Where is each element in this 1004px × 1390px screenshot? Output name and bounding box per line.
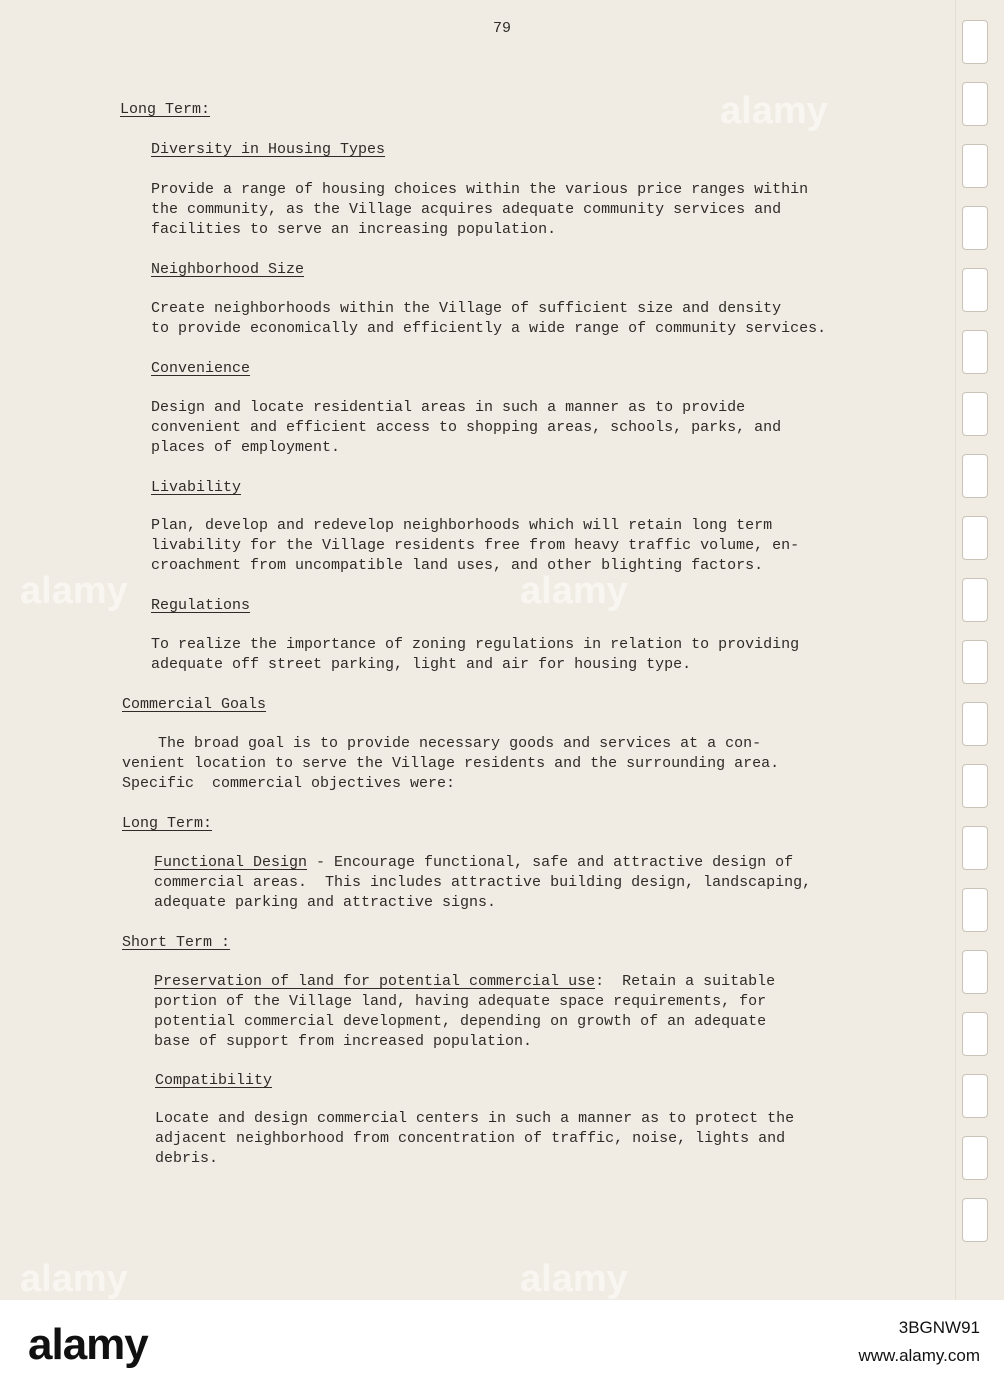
watermark-logo: alamy [520, 570, 628, 612]
paragraph-line: places of employment. [151, 439, 341, 456]
subheading-livability: Livability [151, 479, 242, 496]
paragraph-line: Design and locate residential areas in such a manner as to provide [151, 399, 746, 416]
paragraph-line [154, 853, 793, 873]
footer-bar [0, 1300, 1004, 1390]
binder-tab [962, 516, 988, 560]
binder-tab [962, 888, 988, 932]
subheading-diversity: Diversity in Housing Types [151, 141, 386, 158]
paragraph-line: Create neighborhoods within the Village of sufficient size and density [151, 300, 782, 317]
binder-tab [962, 206, 988, 250]
binder-tab [962, 330, 988, 374]
paragraph-line: commercial areas. This includes attractive building design, landscaping, [154, 874, 812, 891]
inline-title-functional-design: Functional Design [154, 854, 308, 871]
paragraph-line [154, 972, 775, 992]
paragraph-line: croachment from uncompatible land uses, and other blighting factors. [151, 557, 764, 574]
binder-tab [962, 268, 988, 312]
section-heading-commercial-goals: Commercial Goals [122, 696, 267, 713]
paragraph-line: debris. [155, 1150, 219, 1167]
binder-tab [962, 1012, 988, 1056]
paragraph-text: : Retain a suitable [595, 973, 776, 990]
binder-tab [962, 82, 988, 126]
binder-tab [962, 144, 988, 188]
paragraph-line: venient location to serve the Village residents and the surrounding area. [122, 755, 780, 772]
binder-tab [962, 578, 988, 622]
binder-tab [962, 764, 988, 808]
paragraph-line: Provide a range of housing choices within the various price ranges within [151, 181, 809, 198]
binder-tab [962, 392, 988, 436]
paragraph-line: adequate parking and attractive signs. [154, 894, 497, 911]
subheading-regulations: Regulations [151, 597, 251, 614]
inline-title-preservation: Preservation of land for potential commercial use [154, 973, 596, 990]
subheading-convenience: Convenience [151, 360, 251, 377]
footer-logo: alamy [28, 1320, 148, 1369]
subheading-neighborhood-size: Neighborhood Size [151, 261, 305, 278]
paragraph-line: portion of the Village land, having adequate space requirements, for [154, 993, 767, 1010]
section-heading-long-term: Long Term: [122, 815, 213, 832]
paragraph-line: facilities to serve an increasing population. [151, 221, 557, 238]
binder-tab [962, 640, 988, 684]
paragraph-line: To realize the importance of zoning regulations in relation to providing [151, 636, 800, 653]
watermark-logo: alamy [20, 570, 128, 612]
binder-tab [962, 454, 988, 498]
binder-tab [962, 702, 988, 746]
section-heading-long-term: Long Term: [120, 101, 211, 118]
footer-url[interactable]: www.alamy.com [858, 1346, 980, 1365]
paragraph-line: Locate and design commercial centers in such a manner as to protect the [155, 1110, 795, 1127]
paragraph-line: adequate off street parking, light and air for housing type. [151, 656, 692, 673]
paragraph-line: Specific commercial objectives were: [122, 775, 456, 792]
paragraph-line: potential commercial development, depending on growth of an adequate [154, 1013, 767, 1030]
binder-tab [962, 1198, 988, 1242]
page-number: 79 [492, 20, 511, 37]
watermark-logo: alamy [520, 1258, 628, 1300]
paragraph-line: adjacent neighborhood from concentration of traffic, noise, lights and [155, 1130, 786, 1147]
paragraph-line: the community, as the Village acquires adequate community services and [151, 201, 782, 218]
paragraph-line: livability for the Village residents free from heavy traffic volume, en- [151, 537, 800, 554]
image-id: 3BGNW91 [898, 1318, 980, 1337]
paragraph-line: The broad goal is to provide necessary goods and services at a con- [122, 735, 762, 752]
paragraph-line: convenient and efficient access to shopping areas, schools, parks, and [151, 419, 782, 436]
watermark-logo: alamy [20, 1258, 128, 1300]
subheading-compatibility: Compatibility [155, 1072, 273, 1089]
page-edge [955, 0, 956, 1300]
binder-tab [962, 826, 988, 870]
watermark-logo: alamy [720, 90, 828, 132]
binder-tab [962, 1074, 988, 1118]
paragraph-line: to provide economically and efficiently a wide range of community services. [151, 320, 827, 337]
binder-tab [962, 1136, 988, 1180]
paragraph-text: - Encourage functional, safe and attractive design of [307, 854, 794, 871]
paragraph-line: Plan, develop and redevelop neighborhoods which will retain long term [151, 517, 773, 534]
section-heading-short-term: Short Term : [122, 934, 231, 951]
binder-tab [962, 950, 988, 994]
paragraph-line: base of support from increased population. [154, 1033, 533, 1050]
